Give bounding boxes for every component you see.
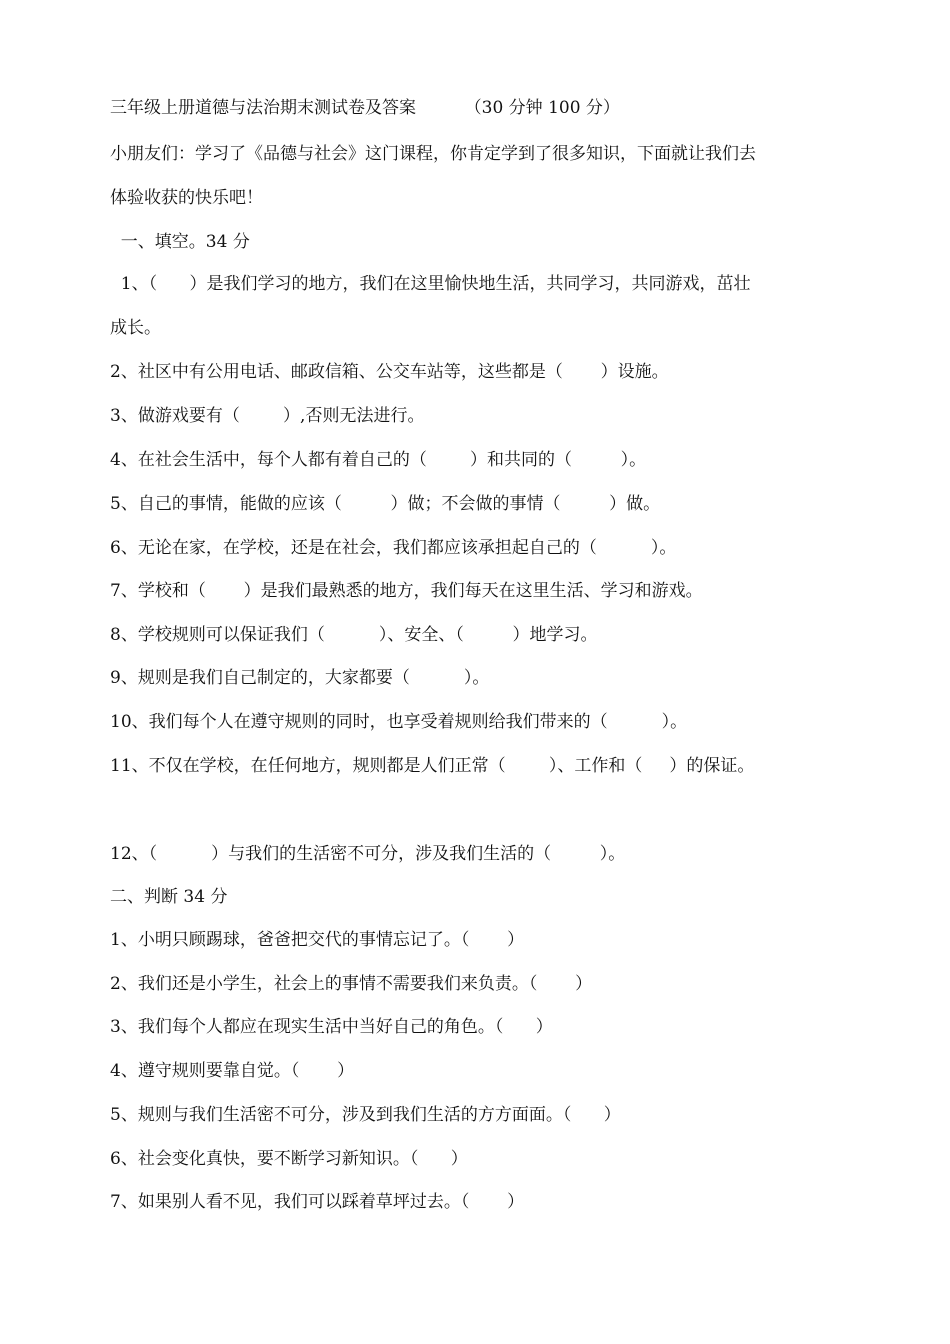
document-title: 三年级上册道德与法治期末测试卷及答案 （30 分钟 100 分） (110, 98, 620, 118)
judge-item-6: 6、社会变化真快，要不断学习新知识。（ ） (110, 1149, 468, 1169)
section-2-heading: 二、判断 34 分 (110, 887, 228, 907)
fill-blank-item-8: 8、学校规则可以保证我们（ ）、安全、（ ）地学习。 (110, 625, 598, 645)
judge-item-3: 3、我们每个人都应在现实生活中当好自己的角色。（ ） (110, 1017, 553, 1037)
judge-item-4: 4、遵守规则要靠自觉。（ ） (110, 1061, 355, 1081)
fill-blank-item-2: 2、社区中有公用电话、邮政信箱、公交车站等，这些都是（ ）设施。 (110, 362, 669, 382)
fill-blank-item-5: 5、自己的事情，能做的应该（ ）做；不会做的事情（ ）做。 (110, 494, 661, 514)
fill-blank-item-11: 11、不仅在学校，在任何地方，规则都是人们正常（ ）、工作和（ ）的保证。 (110, 756, 755, 776)
fill-blank-item-9: 9、规则是我们自己制定的，大家都要（ ）。 (110, 668, 490, 688)
fill-blank-item-1: 1、（ ）是我们学习的地方，我们在这里愉快地生活，共同学习，共同游戏，茁壮 (110, 274, 751, 294)
fill-blank-item-4: 4、在社会生活中，每个人都有着自己的（ ）和共同的（ ）。 (110, 450, 647, 470)
fill-blank-item-6: 6、无论在家，在学校，还是在社会，我们都应该承担起自己的（ ）。 (110, 538, 677, 558)
intro-line-1: 小朋友们：学习了《品德与社会》这门课程，你肯定学到了很多知识，下面就让我们去 (110, 144, 756, 164)
judge-item-1: 1、小明只顾踢球，爸爸把交代的事情忘记了。（ ） (110, 930, 525, 950)
fill-blank-item-12: 12、（ ）与我们的生活密不可分，涉及我们生活的（ ）。 (110, 844, 626, 864)
judge-item-5: 5、规则与我们生活密不可分，涉及到我们生活的方方面面。（ ） (110, 1105, 621, 1125)
judge-item-2: 2、我们还是小学生，社会上的事情不需要我们来负责。（ ） (110, 974, 593, 994)
intro-line-2: 体验收获的快乐吧！ (110, 188, 263, 208)
judge-item-7: 7、如果别人看不见，我们可以踩着草坪过去。（ ） (110, 1192, 525, 1212)
fill-blank-item-10: 10、我们每个人在遵守规则的同时，也享受着规则给我们带来的（ ）。 (110, 712, 688, 732)
fill-blank-item-1-cont: 成长。 (110, 318, 161, 338)
fill-blank-item-7: 7、学校和（ ）是我们最熟悉的地方，我们每天在这里生活、学习和游戏。 (110, 581, 703, 601)
fill-blank-item-3: 3、做游戏要有（ ）,否则无法进行。 (110, 406, 425, 426)
section-1-heading: 一、填空。34 分 (110, 232, 250, 252)
